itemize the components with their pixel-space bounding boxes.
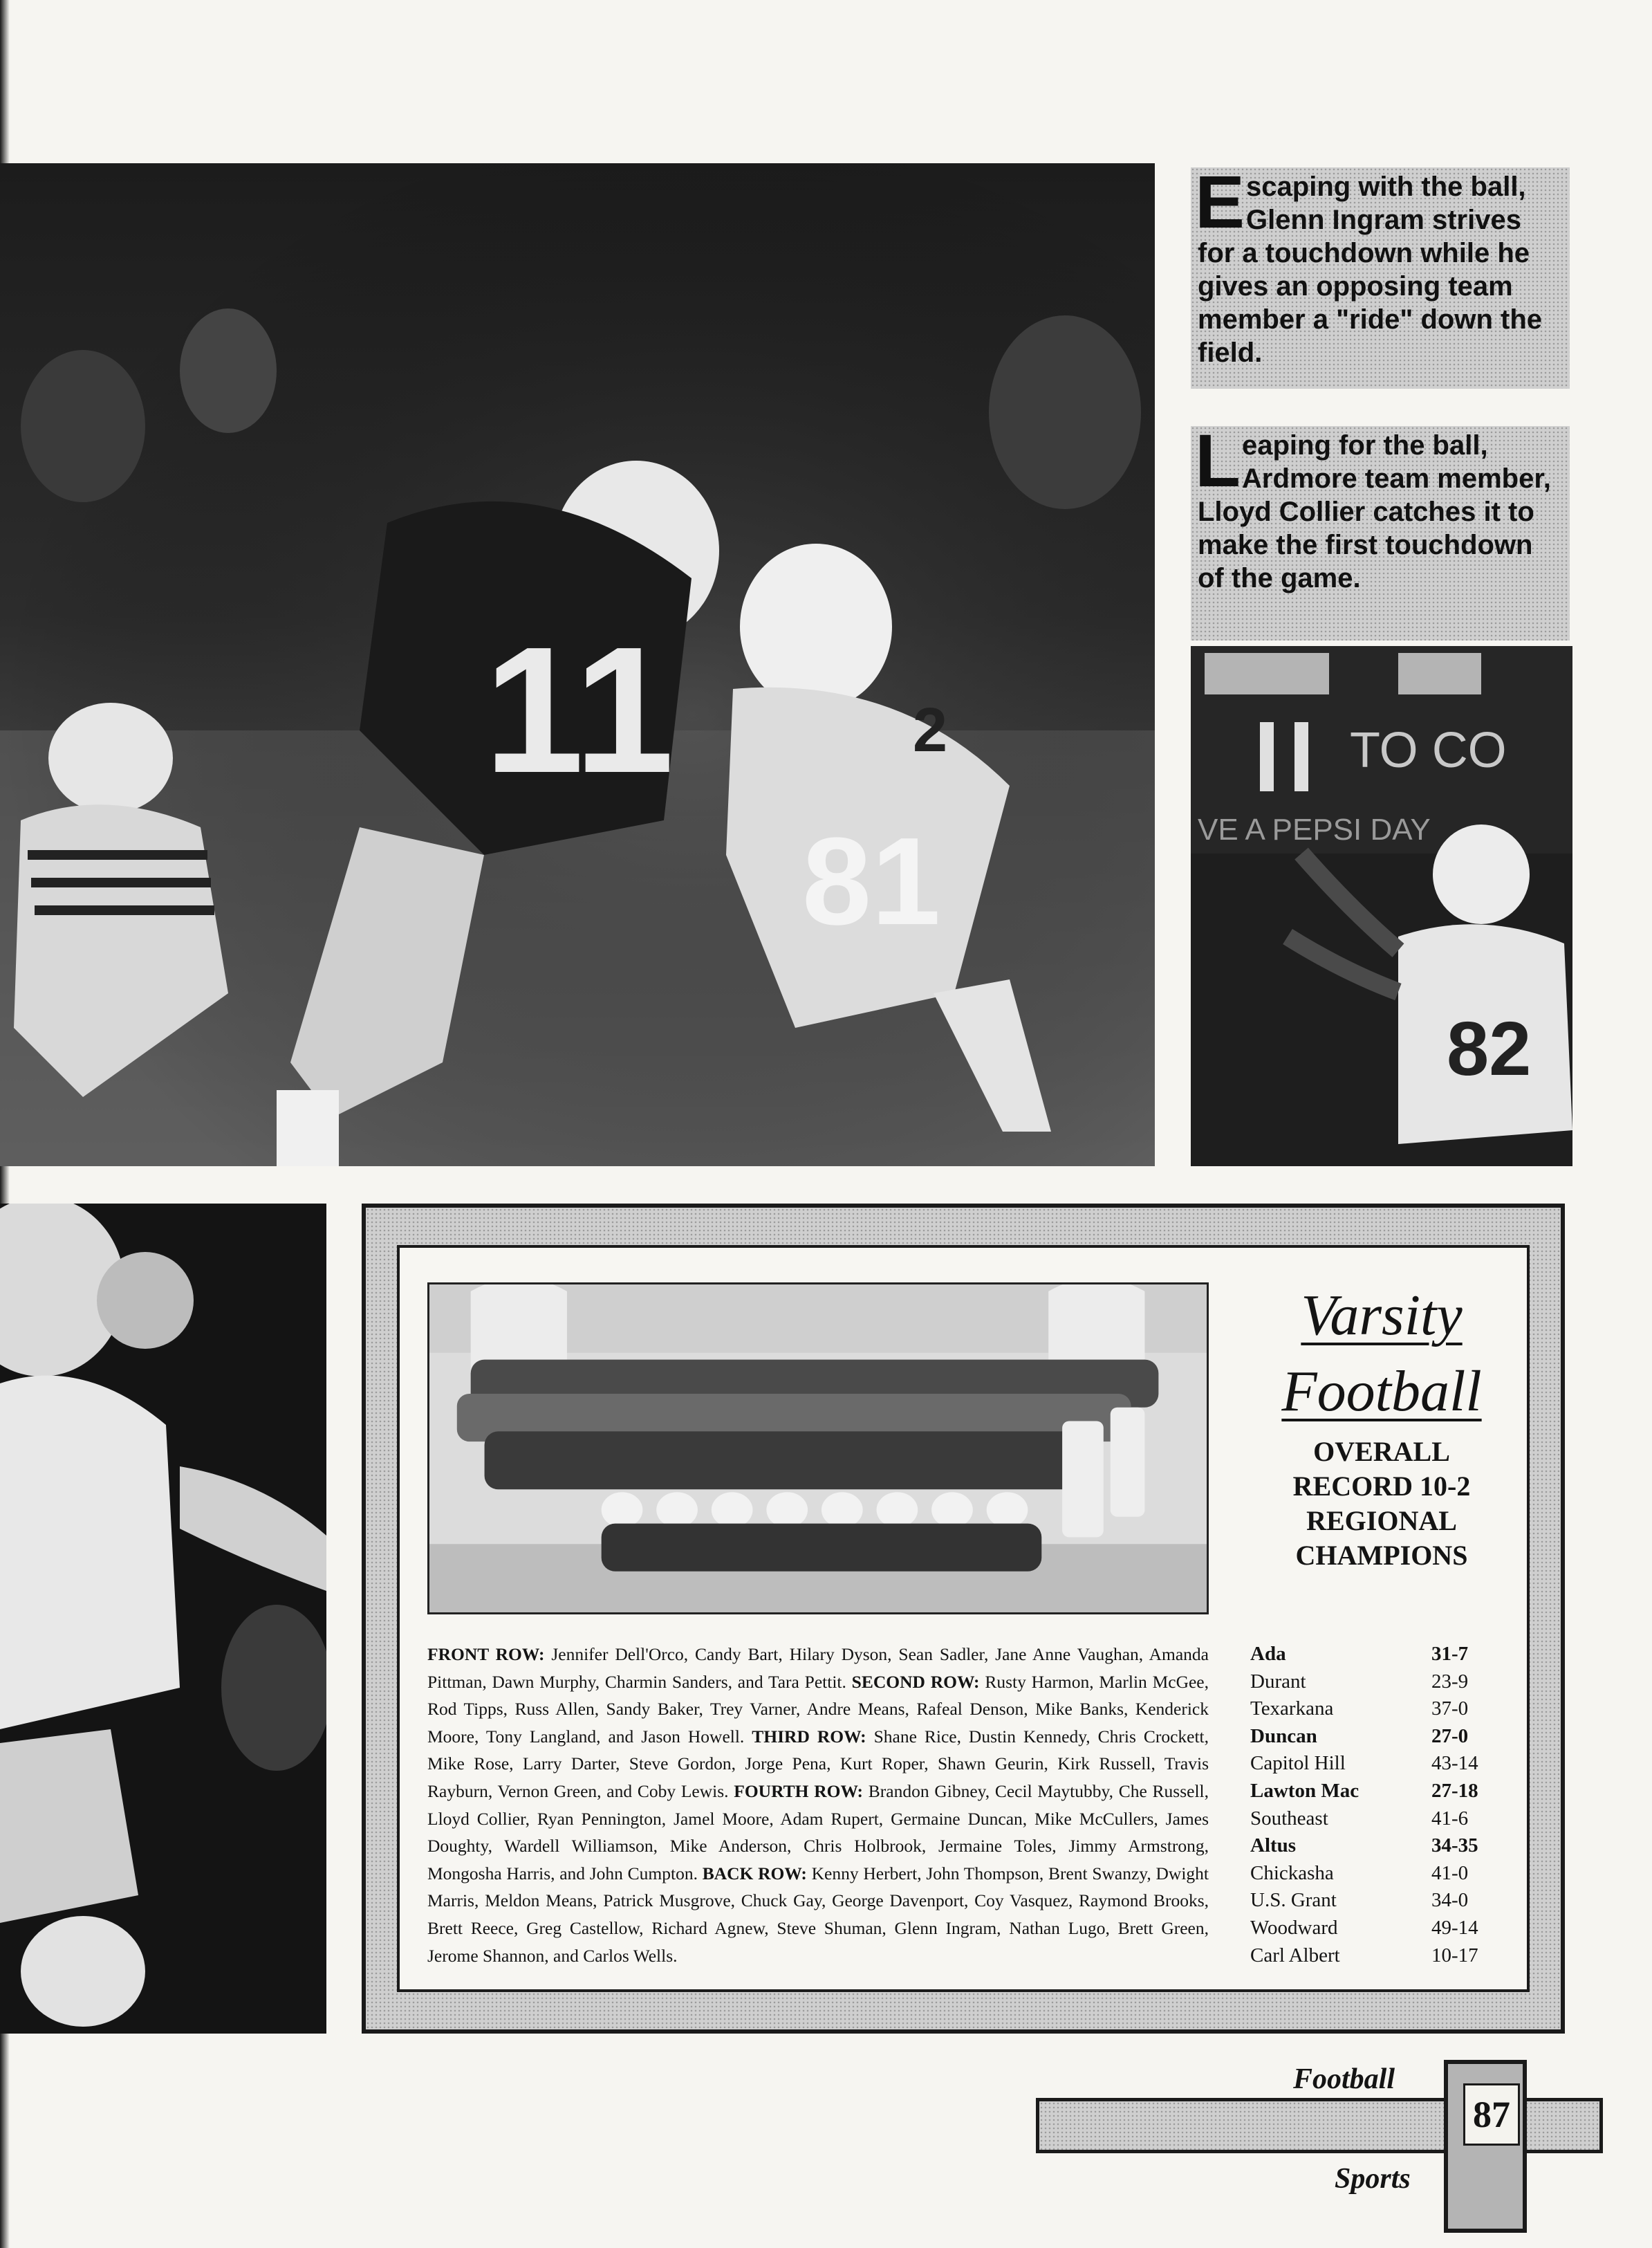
game-score: 10-17 xyxy=(1431,1944,1478,1966)
schedule-row xyxy=(1250,1641,1513,1668)
team-photo xyxy=(427,1282,1209,1614)
main-action-photo xyxy=(0,163,1155,1166)
roster-names: Brandon Gibney, Cecil Maytubby, Che Russell, Lloyd Collier, Ryan Pennington, Jamel Moore, Adam Rupert, Germaine Duncan, Mike McCullers, James Doughty, Wardell Williamson, Mike Anderson, Chris Holbrook, Jermaine Toles, Jimmy Armstrong, Mongosha Harris, and John Cumpton. xyxy=(427,1780,1209,1883)
game-score: 49-14 xyxy=(1431,1916,1478,1939)
record-line: REGIONAL xyxy=(1306,1505,1457,1536)
opponent-name: Chickasha xyxy=(1250,1861,1334,1884)
left-player-photo xyxy=(0,1204,326,2034)
schedule-row xyxy=(1250,1887,1513,1915)
roster-row-label: SECOND ROW: xyxy=(851,1671,980,1692)
catch-jersey-number: 82 xyxy=(1447,1006,1532,1091)
game-score: 23-9 xyxy=(1431,1670,1469,1693)
opponent-name: Lawton Mac xyxy=(1250,1779,1359,1802)
schedule-row xyxy=(1250,1695,1513,1723)
opponent-name: Durant xyxy=(1250,1670,1306,1693)
game-score: 34-0 xyxy=(1431,1889,1469,1912)
roster-names: Rusty Harmon, Marlin McGee, Rod Tipps, Russ Allen, Sandy Baker, Trey Varner, Andre Means, Rafeal Denson, Mike Banks, Kenderick Moore, Tony Langland, and Jason Howell. xyxy=(427,1671,1209,1747)
panel-title-football: Football xyxy=(1281,1359,1482,1424)
roster-row-label: THIRD ROW: xyxy=(752,1726,866,1747)
game-score: 37-0 xyxy=(1431,1697,1469,1720)
scoreboard-banner: VE A PEPSI DAY xyxy=(1198,813,1431,847)
caption-escaping xyxy=(1191,160,1570,389)
game-score: 41-0 xyxy=(1431,1861,1469,1884)
opponent-name: Carl Albert xyxy=(1250,1944,1340,1966)
record-line: RECORD 10-2 xyxy=(1292,1471,1471,1502)
opponent-name: Woodward xyxy=(1250,1916,1338,1939)
caption-text: eaping for the ball, Ardmore team member, Lloyd Collier catches it to make the first touchdown of the game. xyxy=(1198,430,1551,593)
panel-title-varsity: Varsity xyxy=(1301,1283,1463,1347)
opponent-name: Altus xyxy=(1250,1834,1297,1857)
opponent-name: Duncan xyxy=(1250,1724,1317,1747)
record-line: OVERALL xyxy=(1313,1436,1450,1467)
varsity-football-inner xyxy=(397,1245,1530,1992)
schedule-row xyxy=(1250,1915,1513,1942)
game-score: 41-6 xyxy=(1431,1807,1469,1830)
scoreboard-text: TO CO xyxy=(1350,723,1507,778)
roster-caption xyxy=(427,1641,1209,1969)
opponent-name: Ada xyxy=(1250,1643,1286,1665)
schedule-row xyxy=(1250,1942,1513,1970)
roster-names: Kenny Herbert, John Thompson, Brent Swanzy, Dwight Marris, Meldon Means, Patrick Musgrove, Chuck Gay, George Davenport, Coy Vasquez, Raymond Brooks, Brett Reece, Greg Castellow, Richard Agnew, Steve Shuman, Glenn Ingram, Nathan Lugo, Brett Green, Jerome Shannon, and Carlos Wells. xyxy=(427,1863,1209,1966)
schedule-row xyxy=(1250,1805,1513,1833)
caption-leaping xyxy=(1191,418,1570,641)
game-score: 27-18 xyxy=(1431,1779,1478,1802)
footer-category-label: Sports xyxy=(1335,2163,1411,2195)
caption-text: scaping with the ball, Glenn Ingram strives for a touchdown while he gives an opposing team member a "ride" down the field. xyxy=(1198,172,1543,368)
roster-row-label: FOURTH ROW: xyxy=(734,1780,864,1801)
footer-section-label: Football xyxy=(1293,2063,1395,2095)
roster-row-label: FRONT ROW: xyxy=(427,1644,545,1664)
defender-jersey-number: 2 xyxy=(913,696,948,765)
title-block xyxy=(1243,1282,1520,1573)
roster-names: Shane Rice, Dustin Kennedy, Chris Crockett, Mike Rose, Larry Darter, Steve Gordon, Jorge Pena, Kurt Roper, Shawn Geurin, Kirk Russell, Travis Rayburn, Vernon Green, and Coby Lewis. xyxy=(427,1726,1209,1801)
schedule-row xyxy=(1250,1723,1513,1751)
opponent-name: Southeast xyxy=(1250,1807,1328,1830)
game-score: 34-35 xyxy=(1431,1834,1478,1857)
varsity-football-panel xyxy=(362,1204,1565,2034)
schedule-row xyxy=(1250,1668,1513,1696)
page-number: 87 xyxy=(1463,2083,1520,2146)
schedule-row xyxy=(1250,1778,1513,1805)
roster-row-label: BACK ROW: xyxy=(702,1863,807,1883)
game-score: 43-14 xyxy=(1431,1752,1478,1775)
catch-photo xyxy=(1191,646,1572,1166)
schedule-row xyxy=(1250,1860,1513,1888)
game-score: 27-0 xyxy=(1431,1724,1469,1747)
opponent-name: Texarkana xyxy=(1250,1697,1334,1720)
schedule-row xyxy=(1250,1750,1513,1778)
caption-dropcap: E xyxy=(1195,160,1245,243)
record-line: CHAMPIONS xyxy=(1295,1540,1468,1571)
season-schedule xyxy=(1250,1641,1513,1969)
opponent-name: Capitol Hill xyxy=(1250,1752,1346,1775)
caption-dropcap: L xyxy=(1195,418,1241,502)
opponent-name: U.S. Grant xyxy=(1250,1889,1337,1912)
main-jersey-number: 11 xyxy=(484,610,674,811)
game-score: 31-7 xyxy=(1431,1643,1469,1665)
roster-names: Jennifer Dell'Orco, Candy Bart, Hilary Dyson, Sean Sadler, Jane Anne Vaughan, Amanda Pittman, Dawn Murphy, Charmin Sanders, and Tara Pettit. xyxy=(427,1644,1209,1692)
schedule-row xyxy=(1250,1832,1513,1860)
tackler-jersey-number: 81 xyxy=(802,812,941,951)
